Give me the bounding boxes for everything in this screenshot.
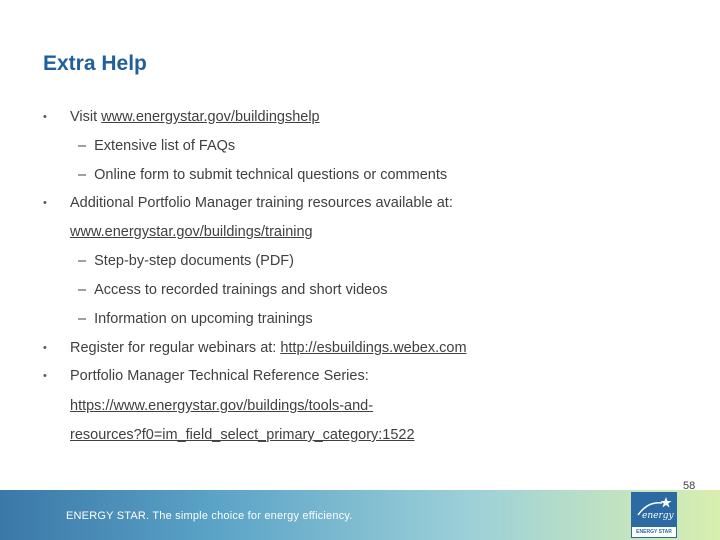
page-number: 58 bbox=[683, 480, 696, 492]
webex-link[interactable]: http://esbuildings.webex.com bbox=[280, 340, 467, 356]
tools-and-resources-link[interactable]: https://www.energystar.gov/buildings/tools-and- bbox=[70, 398, 374, 414]
svg-text:energy: energy bbox=[642, 511, 674, 521]
dash: – bbox=[78, 282, 87, 298]
bullet: • bbox=[43, 342, 47, 354]
list-item bbox=[70, 368, 369, 384]
list-item-text: Additional Portfolio Manager training resources available at: bbox=[70, 195, 453, 211]
sub-list-item bbox=[78, 167, 447, 183]
sub-list-item bbox=[78, 282, 388, 298]
dash: – bbox=[78, 138, 87, 154]
sub-list-item bbox=[78, 253, 294, 269]
footer-tagline: ENERGY STAR. The simple choice for energy efficiency. bbox=[66, 510, 353, 522]
list-item-continuation bbox=[70, 224, 313, 240]
list-item-continuation bbox=[70, 398, 373, 414]
list-item-text: Visit bbox=[70, 109, 102, 125]
sub-list-item-text: Access to recorded trainings and short videos bbox=[94, 282, 388, 298]
sub-list-item bbox=[78, 311, 313, 327]
energy-star-logo bbox=[631, 492, 677, 538]
tools-and-resources-link-cont[interactable]: resources?f0=im_field_select_primary_category:1522 bbox=[70, 427, 415, 443]
list-item-continuation bbox=[70, 427, 415, 443]
logo-label: ENERGY STAR bbox=[636, 529, 672, 535]
bullet: • bbox=[43, 197, 47, 209]
sub-list-item-text: Step-by-step documents (PDF) bbox=[94, 253, 294, 269]
footer-banner bbox=[0, 490, 720, 540]
list-item bbox=[70, 195, 453, 211]
sub-list-item bbox=[78, 138, 235, 154]
dash: – bbox=[78, 311, 87, 327]
energy-star-icon bbox=[632, 493, 676, 527]
dash: – bbox=[78, 253, 87, 269]
training-link[interactable]: www.energystar.gov/buildings/training bbox=[70, 224, 313, 240]
sub-list-item-text: Information on upcoming trainings bbox=[94, 311, 313, 327]
list-item-text: Register for regular webinars at: bbox=[70, 340, 281, 356]
dash: – bbox=[78, 167, 87, 183]
list-item bbox=[70, 109, 320, 125]
sub-list-item-text: Online form to submit technical questions or comments bbox=[94, 167, 448, 183]
list-item bbox=[70, 340, 467, 356]
buildingshelp-link[interactable]: www.energystar.gov/buildingshelp bbox=[101, 109, 320, 125]
slide-title: Extra Help bbox=[43, 52, 147, 75]
bullet: • bbox=[43, 111, 47, 123]
list-item-text: Portfolio Manager Technical Reference Series: bbox=[70, 368, 369, 384]
sub-list-item-text: Extensive list of FAQs bbox=[94, 138, 236, 154]
bullet: • bbox=[43, 370, 47, 382]
